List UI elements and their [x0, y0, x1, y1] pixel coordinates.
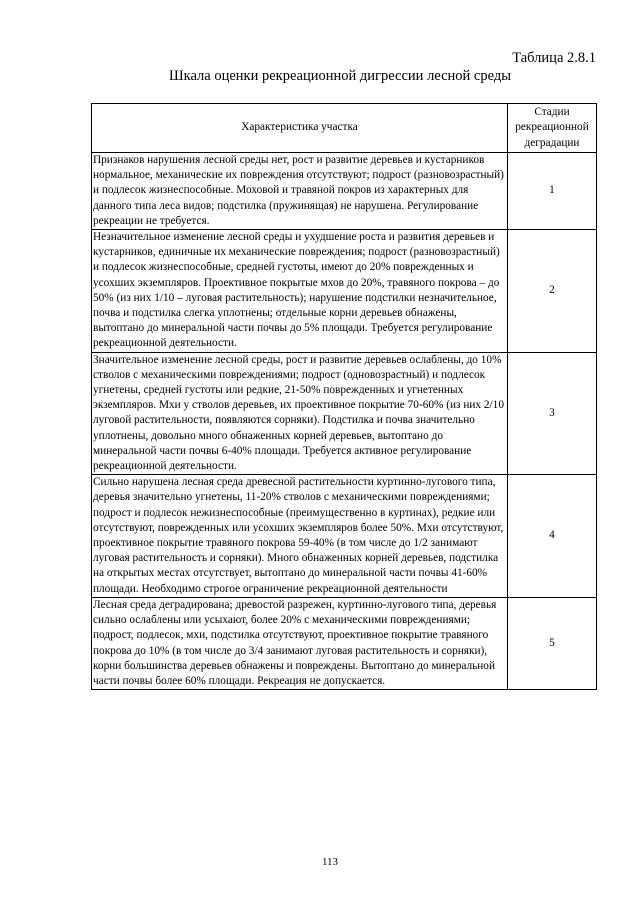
table-row [92, 352, 597, 475]
table-row [92, 230, 597, 353]
table-caption: Шкала оценки рекреационной дигрессии лесной среды [169, 68, 511, 84]
row-description: Значительное изменение лесной среды, рост и развитие деревьев ослаблены, до 10% стволов с механическими повреждениями; подрост (одновозрастный) и подлесок угнетены, средней густоты или редкие, 21-50% поврежденных и угнетенных экземпляров. Мхи у стволов деревьев, их проективное покрытие 70-60% (из них 2/10 луговой растительности, появляются сорняки). Подстилка и почва значительно уплотнены, довольно много обнаженных корней деревьев, вытоптано до минеральной части почвы 6-40% площади. Требуется активное регулирование рекреационной деятельности. [92, 352, 508, 475]
row-stage: 3 [508, 352, 597, 475]
page-number: 113 [321, 856, 339, 868]
table-row [92, 153, 597, 230]
table-header-row [92, 104, 597, 153]
row-description: Незначительное изменение лесной среды и ухудшение роста и развития деревьев и кустарников, единичные их механические повреждения; подрост (разновозрастный) и подлесок жизнеспособные, средней густоты, имеют до 20% поврежденных и усохших экземпляров. Проективное покрытые мхов до 20%, травяного покрова – до 50% (из них 1/10 – луговая растительность); нарушение подстилки незначительное, почва и подстилка слегка уплотнены; отдельные корни деревьев обнажены, вытоптано до минеральной части почвы до 5% площади. Требуется регулирование рекреационной деятельности. [92, 230, 508, 353]
row-description: Лесная среда деградирована; древостой разрежен, куртинно-лугового типа, деревья сильно ослаблены или усыхают, более 20% с механическими повреждениями; подрост, подлесок, мхи, подстилка отсутствуют, проективное покрытие травяного покрова до 10% (в том числе до 3/4 занимают луговая растительность и сорняки), корни большинства деревьев обнажены и повреждены. Вытоптано до минеральной части почвы более 60% площади. Рекреация не допускается. [92, 597, 508, 689]
row-description: Сильно нарушена лесная среда древесной растительности куртинно-лугового типа, деревья значительно угнетены, 11-20% стволов с механическими повреждениями; подрост и подлесок нежизнеспособные (преимущественно в куртинах), редкие или отсутствуют, поврежденных или усохших экземпляров более 50%. Мхи отсутствуют, проективное покрытие травяного покрова 59-40% (в том числе до 1/2 занимают луговая растительность и сорняки). Много обнаженных корней деревьев, подстилка на открытых местах отсутствует, вытоптано до минеральной части почвы 41-60% площади. Необходимо строгое ограничение рекреационной деятельности [92, 475, 508, 598]
table-row [92, 475, 597, 598]
table-number: Таблица 2.8.1 [512, 50, 596, 66]
row-stage: 5 [508, 597, 597, 689]
row-stage: 4 [508, 475, 597, 598]
header-characteristic: Характеристика участка [92, 104, 508, 153]
row-stage: 2 [508, 230, 597, 353]
digression-scale-table [91, 103, 597, 690]
row-description: Признаков нарушения лесной среды нет, рост и развитие деревьев и кустарников нормальное, механические их повреждения отсутствуют; подрост (разновозрастный) и подлесок жизнеспособные. Моховой и травяной покров из характерных для данного типа леса видов; подстилка (пружинящая) не нарушена. Регулирование рекреации не требуется. [92, 153, 508, 230]
row-stage: 1 [508, 153, 597, 230]
header-stage: Стадии рекреационной деградации [508, 104, 597, 153]
table-row [92, 597, 597, 689]
